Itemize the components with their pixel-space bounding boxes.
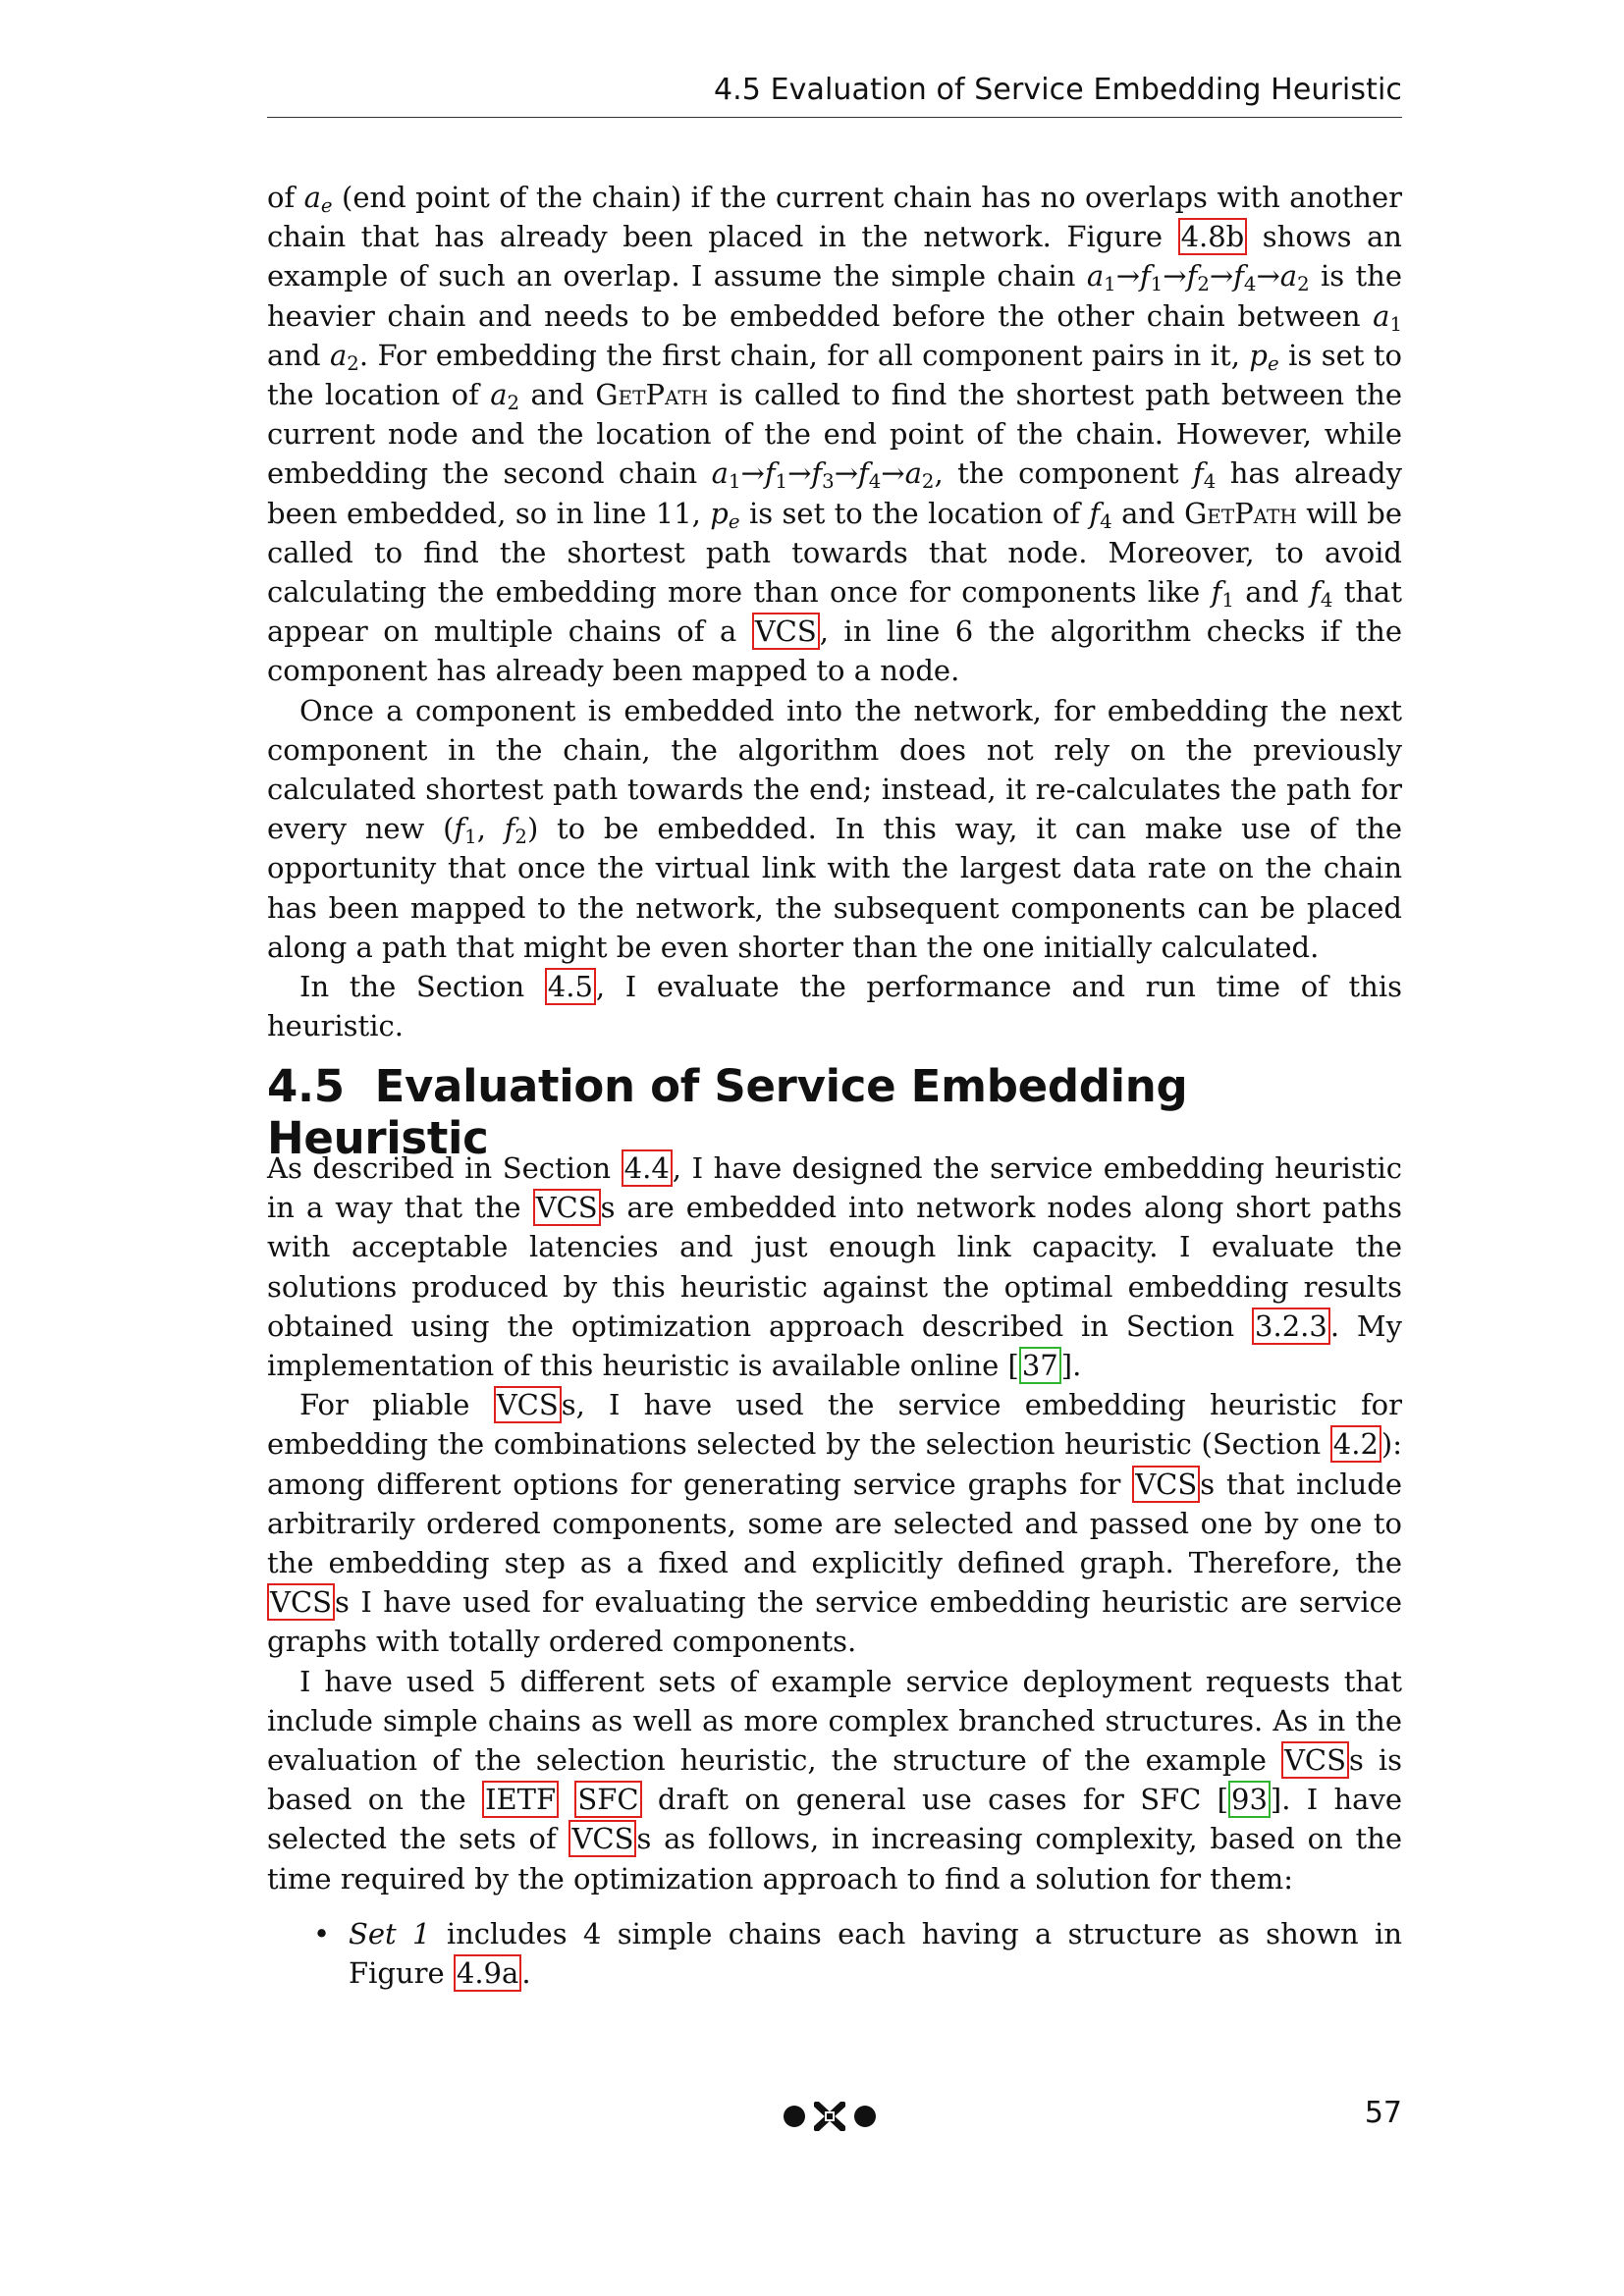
- dot-icon: [854, 2106, 876, 2127]
- section-ref-4-4[interactable]: 4.4: [622, 1149, 673, 1187]
- paragraph-6: I have used 5 different sets of example service deployment requests that include simple chains as well as more complex branched structures. As in the evaluation of the selection heuristic, the structure of the example VCS s is based on the IETF SFC draft on general use cases for SFC [ 93 ]. I have selected the sets of VCS s as follows, in increasing complexity, based on the time required by the optimization approach to find a solution for them:: [267, 1664, 1403, 1896]
- footer-logo: [781, 2096, 879, 2135]
- acronym-ref-ietf[interactable]: IETF: [482, 1781, 559, 1818]
- set-name: Set 1: [349, 1916, 431, 1950]
- acronym-ref-vcs[interactable]: VCS: [494, 1386, 562, 1423]
- figure-ref-4-8b[interactable]: 4.8b: [1178, 218, 1248, 255]
- figure-ref-4-9a[interactable]: 4.9a: [454, 1954, 521, 1992]
- citation-37[interactable]: 37: [1019, 1347, 1061, 1384]
- paragraph-4: As described in Section 4.4 , I have designed the service embedding heuristic in a way that the VCS s are embedded into network nodes along short paths with acceptable latencies and just enough link capacity. I evaluate the solutions produced by this heuristic against the optimal embedding results obtained using the optimization approach described in Section 3.2.3 . My implementation of this heuristic is available online [ 37 ].: [267, 1151, 1403, 1383]
- list-item: • Set 1 includes 4 simple chains each having a structure as shown in Figure 4.9a .: [349, 1914, 1402, 1993]
- acronym-ref-vcs[interactable]: VCS: [568, 1820, 636, 1857]
- page-number: 57: [1364, 2096, 1402, 2130]
- cross-mark-icon: [814, 2102, 845, 2131]
- acronym-ref-vcs[interactable]: VCS: [267, 1583, 335, 1621]
- section-ref-4-5[interactable]: 4.5: [545, 968, 596, 1005]
- acronym-ref-vcs[interactable]: VCS: [752, 613, 820, 650]
- section-ref-3-2-3[interactable]: 3.2.3: [1252, 1308, 1330, 1345]
- section-ref-4-2[interactable]: 4.2: [1330, 1425, 1381, 1463]
- running-header: 4.5 Evaluation of Service Embedding Heuristic: [267, 73, 1402, 118]
- section-number: 4.5: [267, 1060, 345, 1112]
- acronym-ref-vcs[interactable]: VCS: [533, 1189, 601, 1226]
- paragraph-1: of $a_e$ (end point of the chain) if the current chain has no overlaps with another chain that has already been placed in the network. Figure 4.8b shows an example of such an overlap. I assume the simple chain $a_1\to f_1\to f_2\to f_4\to a_2$ is the heavier chain and needs to be embedded before the other chain between $a_1$ and $a_2$. For embedding the first chain, for all component pairs in it, $p_e$ is set to the location of $a_2$ and GetPath is called to find the shortest path between the current node and the location of the end point of the chain. However, while embedding the second chain $a_1\to f_1\to f_3\to f_4\to a_2$, the component $f_4$ has already been embedded, so in line 11, $p_e$ is set to the location of $f_4$ and GetPath will be called to find the shortest path towards that node. Moreover, to avoid calculating the embedding more than once for components like $f_1$ and $f_4$ that appear on multiple chains of a VCS , in line 6 the algorithm checks if the component has already been mapped to a node.: [267, 181, 1403, 688]
- acronym-ref-vcs[interactable]: VCS: [1132, 1466, 1200, 1503]
- acronym-ref-vcs[interactable]: VCS: [1281, 1741, 1349, 1779]
- body-text-block-1: [267, 178, 1402, 1045]
- acronym-ref-sfc[interactable]: SFC: [574, 1781, 641, 1818]
- citation-93[interactable]: 93: [1228, 1781, 1271, 1818]
- paragraph-3: In the Section 4.5 , I evaluate the performance and run time of this heuristic.: [267, 970, 1402, 1043]
- dot-icon: [784, 2106, 805, 2127]
- paragraph-2: Once a component is embedded into the network, for embedding the next component in the chain, the algorithm does not rely on the previously calculated shortest path towards the end; instead, it re-calculates the path for every new ($f_1$, $f_2$) to be embedded. In this way, it can make use of the opportunity that once the virtual link with the largest data rate on the chain has been mapped to the network, the subsequent components can be placed along a path that might be even shorter than the one initially calculated.: [267, 693, 1402, 964]
- section-title: Evaluation of Service Embedding Heuristic: [267, 1060, 1188, 1164]
- bullet-icon: •: [313, 1916, 331, 1950]
- paragraph-5: For pliable VCS s, I have used the service embedding heuristic for embedding the combinations selected by the selection heuristic (Section 4.2 ): among different options for generating service graphs for VCS s that include arbitrarily ordered components, some are selected and passed one by one to the embedding step as a fixed and explicitly defined graph. Therefore, the VCS s I have used for evaluating the service embedding heuristic are service graphs with totally ordered components.: [267, 1388, 1402, 1659]
- body-text-block-2: [267, 1148, 1402, 1993]
- bullet-list: [267, 1914, 1402, 1993]
